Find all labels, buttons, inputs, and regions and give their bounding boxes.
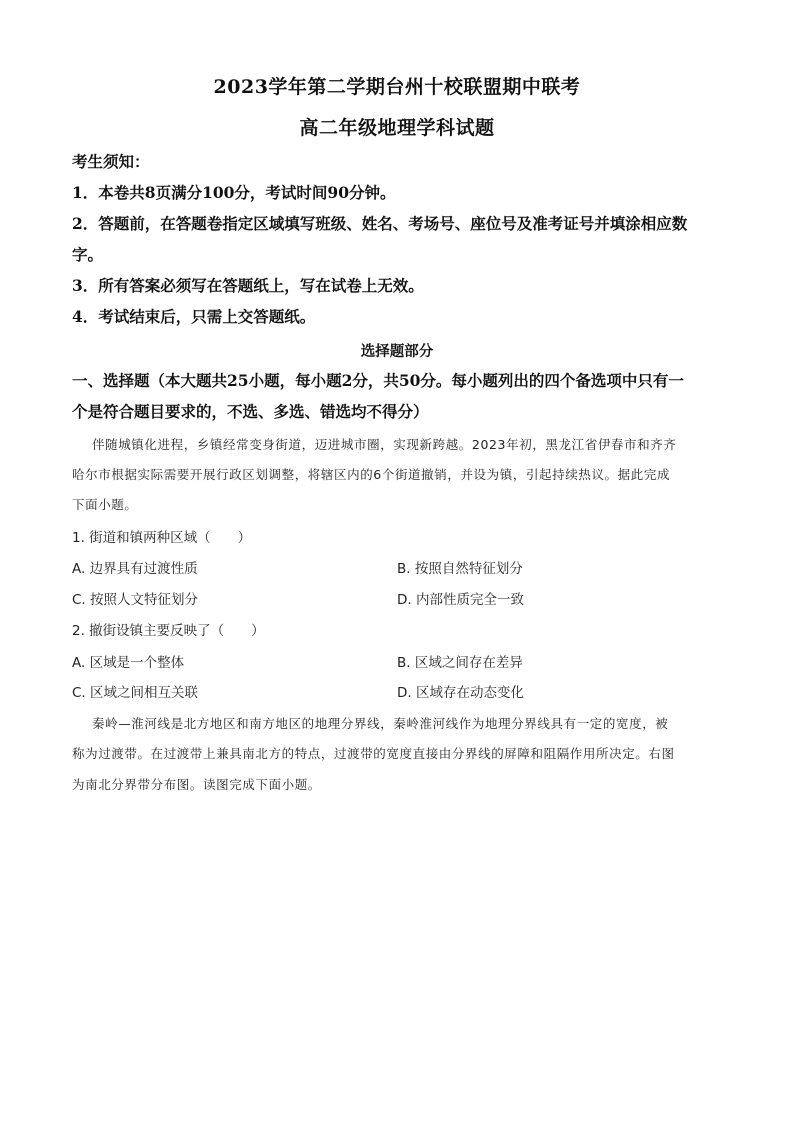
passage-line: 伴随城镇化进程，乡镇经常变身街道，迈进城市圈，实现新跨越。2023年初，黑龙江省伊春市和齐齐 [92,437,677,452]
question-stem: 2. 撤街设镇主要反映了（ ） [72,623,265,639]
option-c: C. 按照人文特征划分 [72,592,199,608]
question-stem: 1. 街道和镇两种区域（ ） [72,530,252,546]
option-d: D. 内部性质完全一致 [397,592,524,608]
option-b: B. 按照自然特征划分 [397,561,523,577]
section-intro: 个是符合题目要求的，不选、多选、错选均不得分） [72,402,429,421]
exam-title: 2023学年第二学期台州十校联盟期中联考 [213,76,581,98]
notice-item: 1．本卷共8页满分100分，考试时间90分钟。 [72,183,396,202]
passage-line: 称为过渡带。在过渡带上兼具南北方的特点，过渡带的宽度直接由分界线的屏障和阻隔作用所决定。右图 [72,746,675,761]
option-d: D. 区域存在动态变化 [397,685,524,701]
notice-heading: 考生须知： [72,152,150,171]
exam-subtitle: 高二年级地理学科试题 [299,117,495,139]
passage-line: 下面小题。 [72,497,138,512]
passage-line: 为南北分界带分布图。读图完成下面小题。 [72,777,321,792]
notice-item: 3．所有答案必须写在答题纸上，写在试卷上无效。 [72,276,424,295]
section-intro: 一、选择题（本大题共25小题，每小题2分，共50分。每小题列出的四个备选项中只有一 [72,371,684,390]
option-a: A. 区域是一个整体 [72,655,185,671]
passage-line: 哈尔市根据实际需要开展行政区划调整，将辖区内的6个街道撤销，并设为镇，引起持续热议。据此完成 [72,467,671,482]
notice-item: 字。 [72,245,104,264]
passage-line: 秦岭—淮河线是北方地区和南方地区的地理分界线，秦岭淮河线作为地理分界线具有一定的宽度，被 [92,716,669,731]
option-a: A. 边界具有过渡性质 [72,561,198,577]
option-c: C. 区域之间相互关联 [72,685,199,701]
notice-item: 4．考试结束后，只需上交答题纸。 [72,307,316,326]
notice-item: 2．答题前，在答题卷指定区域填写班级、姓名、考场号、座位号及准考证号并填涂相应数 [72,214,688,233]
option-b: B. 区域之间存在差异 [397,655,523,671]
section-heading: 选择题部分 [360,343,434,360]
